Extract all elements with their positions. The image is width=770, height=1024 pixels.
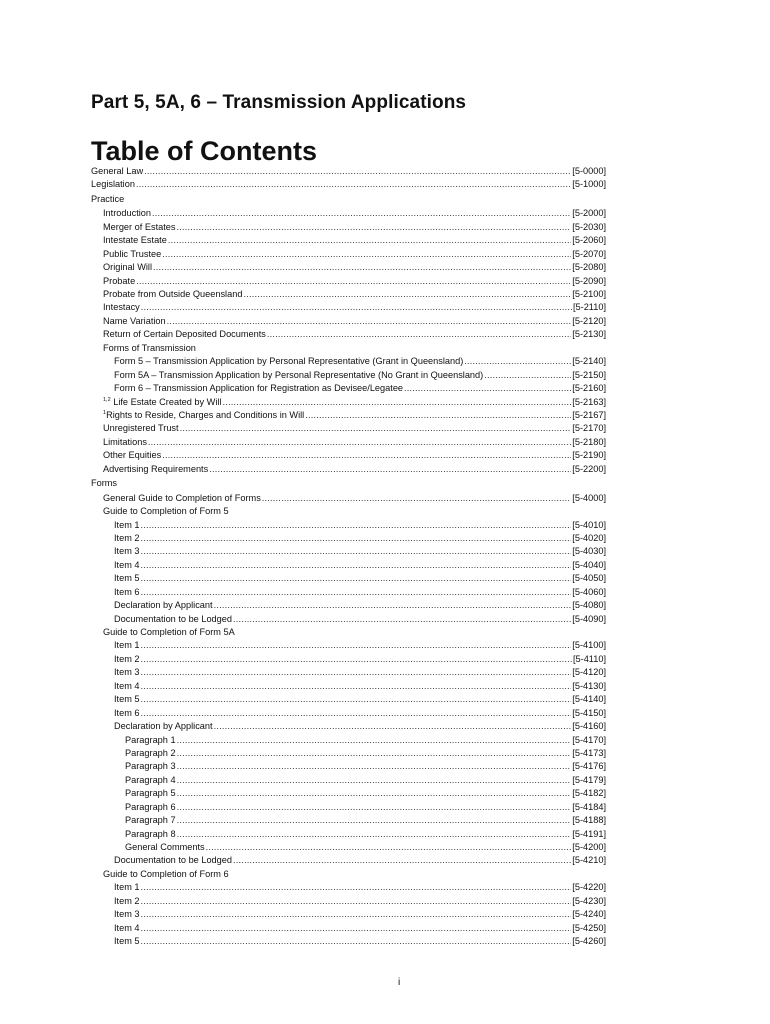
toc-entry-text: Item 4 (114, 922, 140, 933)
toc-entry-text: Rights to Reside, Charges and Conditions in Will (106, 409, 305, 420)
toc-entry-ref: [5-2030] (572, 221, 606, 232)
toc-dot-leader (233, 613, 571, 626)
toc-dot-leader (404, 382, 571, 395)
toc-dot-leader (162, 248, 571, 261)
toc-entry-ref: [5-2080] (572, 262, 606, 273)
toc-entry-ref: [5-4191] (572, 828, 606, 839)
toc-entry-ref: [5-4170] (572, 734, 606, 745)
toc-entry-text: Name Variation (103, 315, 166, 326)
toc-entry-ref: [5-4182] (572, 788, 606, 799)
toc-entry-label (114, 854, 232, 867)
toc-entry-text: Merger of Estates (103, 221, 176, 232)
toc-entry[interactable] (91, 841, 606, 854)
toc-entry-label (114, 369, 483, 382)
toc-dot-leader (136, 275, 571, 288)
toc-entry[interactable] (91, 409, 606, 422)
toc-dot-leader (177, 828, 572, 841)
toc-entry[interactable] (91, 476, 606, 492)
toc-dot-leader (177, 801, 572, 814)
toc-entry[interactable] (91, 207, 606, 220)
toc-entry-ref: [5-4110] (572, 653, 606, 664)
toc-entry-label (125, 828, 176, 841)
toc-entry[interactable] (91, 422, 606, 435)
toc-entry-ref: [5-4010] (572, 519, 606, 530)
toc-entry-text: General Comments (125, 842, 205, 852)
toc-entry-label (103, 342, 196, 355)
toc-entry-label (91, 165, 143, 178)
toc-entry-label (114, 895, 140, 908)
table-of-contents (91, 165, 606, 949)
toc-entry[interactable] (91, 801, 606, 814)
toc-entry-text: Forms of Transmission (103, 342, 196, 353)
toc-entry-ref: [5-4080] (572, 600, 606, 611)
toc-entry[interactable] (91, 572, 606, 585)
toc-entry-ref: [5-2140] (572, 356, 606, 367)
toc-dot-leader (141, 586, 572, 599)
toc-entry[interactable] (91, 720, 606, 733)
toc-entry-ref: [5-4250] (572, 922, 606, 933)
toc-entry-label (103, 248, 161, 261)
toc-entry-ref: [5-2180] (572, 436, 606, 447)
toc-entry-ref: [5-4140] (572, 694, 606, 705)
toc-entry-label (103, 463, 208, 476)
toc-entry-label (103, 396, 221, 409)
toc-entry[interactable] (91, 315, 606, 328)
toc-entry-text: Other Equities (103, 450, 162, 461)
toc-dot-leader (305, 409, 571, 422)
toc-entry-text: Item 1 (114, 640, 140, 651)
toc-entry-text: Documentation to be Lodged (114, 613, 232, 624)
toc-entry-ref: [5-4188] (572, 815, 606, 826)
toc-entry[interactable] (91, 369, 606, 382)
toc-entry-label (91, 192, 124, 208)
toc-entry-label (125, 734, 176, 747)
toc-entry-text: Guide to Completion of Form 5A (103, 627, 235, 637)
toc-entry-text: General Guide to Completion of Forms (103, 492, 261, 503)
toc-entry-ref: [5-4173] (572, 747, 606, 758)
toc-entry-text: Declaration by Applicant (114, 721, 213, 732)
toc-entry-text: Item 3 (114, 667, 140, 678)
toc-entry-ref: [5-4050] (572, 573, 606, 584)
toc-entry-label (114, 382, 403, 395)
toc-entry[interactable] (91, 680, 606, 693)
toc-dot-leader (141, 653, 572, 666)
toc-entry-label (114, 613, 232, 626)
toc-dot-leader (243, 288, 571, 301)
toc-entry[interactable] (91, 328, 606, 341)
toc-entry-label (103, 328, 266, 341)
toc-dot-leader (209, 463, 571, 476)
toc-entry-text: Advertising Requirements (103, 463, 209, 474)
toc-entry-label (125, 747, 176, 760)
toc-entry[interactable] (91, 653, 606, 666)
toc-entry[interactable] (91, 532, 606, 545)
toc-entry-text: Guide to Completion of Form 5 (103, 506, 229, 517)
toc-entry-ref: [5-4260] (572, 936, 606, 947)
toc-dot-leader (177, 774, 572, 787)
toc-dot-leader (141, 707, 572, 720)
toc-entry[interactable] (91, 463, 606, 476)
toc-entry-text: Public Trustee (103, 248, 162, 259)
toc-entry-label (103, 422, 179, 435)
toc-entry-label (103, 301, 140, 314)
toc-entry[interactable] (91, 935, 606, 948)
toc-entry[interactable] (91, 881, 606, 894)
toc-entry-text: Form 6 – Transmission Application for Registration as Devisee/Legatee (114, 383, 404, 394)
toc-dot-leader (141, 895, 572, 908)
toc-entry-label (103, 275, 135, 288)
toc-dot-leader (152, 207, 571, 220)
toc-entry[interactable] (91, 774, 606, 787)
toc-dot-leader (464, 355, 571, 368)
toc-entry-text: Item 4 (114, 559, 140, 570)
toc-entry[interactable] (91, 922, 606, 935)
toc-dot-leader (177, 221, 572, 234)
toc-entry-text: Item 2 (114, 532, 140, 543)
toc-dot-leader (222, 396, 571, 409)
toc-entry[interactable] (91, 288, 606, 301)
toc-entry[interactable] (91, 747, 606, 760)
toc-entry-ref: [5-4200] (572, 842, 606, 852)
toc-entry-label (114, 720, 213, 733)
toc-entry-ref: [5-2110] (572, 302, 606, 313)
toc-entry[interactable] (91, 355, 606, 368)
toc-entry-ref: [5-4179] (572, 774, 606, 785)
toc-entry-text: Paragraph 5 (125, 788, 176, 799)
toc-dot-leader (267, 328, 571, 341)
toc-dot-leader (153, 261, 571, 274)
toc-entry[interactable] (91, 599, 606, 612)
toc-entry-ref: [5-4230] (572, 895, 606, 906)
toc-entry-ref: [5-1000] (572, 179, 606, 190)
toc-entry-ref: [5-2150] (572, 369, 606, 380)
toc-entry-ref: [5-4060] (572, 586, 606, 597)
toc-entry-ref: [5-2130] (572, 329, 606, 340)
toc-entry-label (125, 841, 205, 854)
toc-entry-label (114, 599, 213, 612)
toc-entry-label (125, 814, 176, 827)
toc-entry-text: Item 2 (114, 653, 140, 664)
toc-entry-ref: [5-4030] (572, 546, 606, 557)
toc-entry[interactable] (91, 248, 606, 261)
toc-entry-ref: [5-4090] (572, 613, 606, 624)
toc-entry-text: Documentation to be Lodged (114, 855, 232, 866)
toc-dot-leader (141, 666, 572, 679)
toc-entry-text: Life Estate Created by Will (110, 396, 222, 407)
toc-entry-ref: [5-2200] (572, 463, 606, 474)
toc-entry[interactable] (91, 559, 606, 572)
toc-entry-ref: [5-2167] (572, 409, 606, 420)
toc-entry-label (91, 476, 117, 492)
toc-entry-ref: [5-4020] (572, 532, 606, 543)
toc-entry-text: Form 5A – Transmission Application by Personal Representative (No Grant in Queensland) (114, 369, 484, 380)
toc-dot-leader (177, 787, 572, 800)
toc-entry-text: Item 5 (114, 573, 140, 584)
toc-entry[interactable] (91, 868, 606, 881)
toc-entry-text: Unregistered Trust (103, 423, 179, 434)
toc-entry[interactable] (91, 505, 606, 518)
toc-dot-leader (233, 854, 571, 867)
toc-entry-label (103, 207, 151, 220)
toc-entry-superscript: 1,2 (103, 396, 111, 403)
toc-entry-label (114, 355, 463, 368)
toc-entry-text: Limitations (103, 436, 147, 447)
toc-entry[interactable] (91, 734, 606, 747)
toc-entry-label (103, 261, 152, 274)
toc-entry-label (103, 449, 161, 462)
toc-entry-label (125, 774, 176, 787)
toc-entry-text: Item 3 (114, 909, 140, 920)
toc-entry-text: Forms (91, 478, 118, 489)
toc-entry-ref: [5-4040] (572, 559, 606, 570)
toc-entry[interactable] (91, 626, 606, 639)
toc-dot-leader (262, 492, 571, 505)
toc-entry-text: Intestate Estate (103, 235, 167, 246)
toc-dot-leader (141, 559, 572, 572)
toc-entry-label (103, 221, 176, 234)
toc-entry-label (114, 653, 140, 666)
toc-entry-label (103, 492, 261, 505)
toc-entry[interactable] (91, 492, 606, 505)
toc-entry-label (103, 436, 147, 449)
toc-dot-leader (177, 760, 572, 773)
toc-entry[interactable] (91, 707, 606, 720)
page-number: i (398, 977, 401, 988)
toc-entry-text: Practice (91, 193, 125, 204)
toc-dot-leader (136, 178, 571, 191)
toc-entry-ref: [5-4184] (572, 801, 606, 812)
toc-entry-label (114, 707, 140, 720)
toc-entry[interactable] (91, 586, 606, 599)
toc-entry-label (114, 881, 140, 894)
toc-entry-text: Item 1 (114, 519, 140, 530)
toc-entry[interactable] (91, 342, 606, 355)
toc-entry-ref: [5-2060] (572, 235, 606, 246)
toc-entry-ref: [5-2163] (572, 396, 606, 407)
toc-entry-label (114, 559, 140, 572)
toc-dot-leader (168, 234, 571, 247)
toc-entry-text: Item 6 (114, 707, 140, 718)
toc-entry-ref: [5-2120] (572, 315, 606, 326)
toc-entry-label (114, 532, 140, 545)
toc-dot-leader (167, 315, 572, 328)
toc-entry-ref: [5-4160] (572, 721, 606, 732)
toc-dot-leader (148, 436, 571, 449)
toc-dot-leader (180, 422, 572, 435)
toc-entry-label (103, 505, 229, 518)
toc-dot-leader (141, 935, 572, 948)
toc-entry-label (114, 666, 140, 679)
toc-dot-leader (141, 545, 572, 558)
toc-dot-leader (141, 639, 572, 652)
toc-entry-label (125, 801, 176, 814)
toc-entry-ref: [5-4176] (572, 761, 606, 772)
part-title: Part 5, 5A, 6 – Transmission Applications (91, 92, 467, 113)
toc-entry[interactable] (91, 261, 606, 274)
toc-dot-leader (484, 369, 571, 382)
toc-entry[interactable] (91, 639, 606, 652)
toc-entry-ref: [5-4130] (572, 680, 606, 691)
toc-entry-text: Item 5 (114, 694, 140, 705)
toc-entry-ref: [5-4220] (572, 882, 606, 893)
toc-dot-leader (141, 301, 572, 314)
toc-entry-label (103, 868, 229, 881)
toc-entry-ref: [5-4100] (572, 640, 606, 651)
toc-entry-text: Item 5 (114, 936, 140, 947)
toc-entry[interactable] (91, 275, 606, 288)
toc-entry[interactable] (91, 178, 606, 191)
toc-dot-leader (141, 922, 572, 935)
toc-entry[interactable] (91, 814, 606, 827)
toc-dot-leader (141, 519, 572, 532)
toc-entry[interactable] (91, 693, 606, 706)
toc-entry-label (125, 787, 176, 800)
toc-entry-ref: [5-2160] (572, 383, 606, 394)
toc-entry[interactable] (91, 760, 606, 773)
toc-dot-leader (141, 680, 572, 693)
toc-entry-text: Item 3 (114, 546, 140, 557)
toc-entry[interactable] (91, 519, 606, 532)
toc-dot-leader (141, 572, 572, 585)
toc-entry-label (114, 586, 140, 599)
toc-dot-leader (144, 165, 571, 178)
toc-entry-ref: [5-2070] (572, 248, 606, 259)
toc-entry-label (103, 234, 167, 247)
toc-entry-text: Paragraph 3 (125, 761, 176, 772)
toc-entry[interactable] (91, 192, 606, 208)
toc-entry-label (114, 908, 140, 921)
toc-entry-ref: [5-2090] (572, 275, 606, 286)
toc-entry-label (103, 626, 235, 639)
toc-entry-label (125, 760, 176, 773)
toc-entry-label (91, 178, 135, 191)
toc-entry-ref: [5-2190] (572, 450, 606, 461)
toc-entry-text: Paragraph 6 (125, 801, 176, 812)
toc-entry-text: Original Will (103, 262, 153, 273)
toc-entry[interactable] (91, 234, 606, 247)
toc-entry-text: Item 1 (114, 882, 140, 893)
toc-entry-ref: [5-4240] (572, 909, 606, 920)
toc-entry-text: Paragraph 4 (125, 774, 176, 785)
toc-entry-text: Paragraph 1 (125, 734, 176, 745)
toc-entry-label (114, 519, 140, 532)
toc-entry[interactable] (91, 828, 606, 841)
toc-entry-ref: [5-4120] (572, 667, 606, 678)
toc-dot-leader (141, 693, 572, 706)
toc-dot-leader (162, 449, 571, 462)
toc-entry-label (114, 922, 140, 935)
toc-entry-label (114, 680, 140, 693)
toc-dot-leader (141, 532, 572, 545)
toc-entry-ref: [5-2170] (572, 423, 606, 434)
toc-entry-ref: [5-4150] (572, 707, 606, 718)
toc-entry-superscript: 1 (103, 409, 107, 416)
toc-entry[interactable] (91, 382, 606, 395)
toc-entry-text: General Law (91, 166, 144, 176)
toc-entry[interactable] (91, 449, 606, 462)
toc-entry-text: Paragraph 8 (125, 828, 176, 839)
toc-entry-text: Probate from Outside Queensland (103, 289, 243, 299)
toc-entry-text: Return of Certain Deposited Documents (103, 329, 266, 340)
toc-entry[interactable] (91, 436, 606, 449)
toc-entry-text: Paragraph 2 (125, 747, 176, 758)
toc-entry[interactable] (91, 908, 606, 921)
toc-entry-text: Probate (103, 275, 136, 286)
toc-entry[interactable] (91, 301, 606, 314)
toc-entry-text: Paragraph 7 (125, 815, 176, 826)
toc-entry-text: Item 6 (114, 586, 140, 597)
toc-entry-label (103, 288, 242, 301)
toc-entry[interactable] (91, 895, 606, 908)
toc-entry-text: Intestacy (103, 302, 140, 313)
toc-dot-leader (177, 747, 572, 760)
toc-dot-leader (141, 908, 572, 921)
toc-entry-text: Declaration by Applicant (114, 600, 213, 611)
toc-entry-text: Guide to Completion of Form 6 (103, 868, 229, 879)
toc-dot-leader (141, 881, 572, 894)
toc-entry-ref: [5-4210] (572, 855, 606, 866)
toc-dot-leader (214, 720, 572, 733)
toc-entry-label (114, 935, 140, 948)
toc-entry-text: Legislation (91, 179, 135, 190)
toc-entry-label (103, 315, 166, 328)
toc-dot-leader (177, 734, 572, 747)
toc-dot-leader (177, 814, 572, 827)
toc-title: Table of Contents (91, 136, 317, 166)
toc-entry[interactable] (91, 854, 606, 867)
toc-entry-label (114, 639, 140, 652)
toc-entry-label (114, 693, 140, 706)
toc-entry[interactable] (91, 221, 606, 234)
toc-entry-text: Item 4 (114, 680, 140, 691)
toc-entry-ref: [5-2100] (572, 289, 606, 299)
toc-dot-leader (206, 841, 572, 854)
toc-entry[interactable] (91, 613, 606, 626)
toc-entry-ref: [5-4000] (572, 492, 606, 503)
toc-entry-text: Item 2 (114, 895, 140, 906)
toc-entry-text: Introduction (103, 208, 152, 219)
toc-entry-label (114, 572, 140, 585)
toc-dot-leader (214, 599, 572, 612)
toc-entry-label (103, 409, 304, 422)
toc-entry[interactable] (91, 666, 606, 679)
toc-entry[interactable] (91, 396, 606, 409)
toc-entry-ref: [5-2000] (572, 208, 606, 219)
toc-entry-label (114, 545, 140, 558)
toc-entry-text: Form 5 – Transmission Application by Personal Representative (Grant in Queensland) (114, 356, 464, 367)
toc-entry[interactable] (91, 545, 606, 558)
toc-entry[interactable] (91, 787, 606, 800)
toc-entry-ref: [5-0000] (572, 166, 606, 176)
toc-entry[interactable] (91, 165, 606, 178)
